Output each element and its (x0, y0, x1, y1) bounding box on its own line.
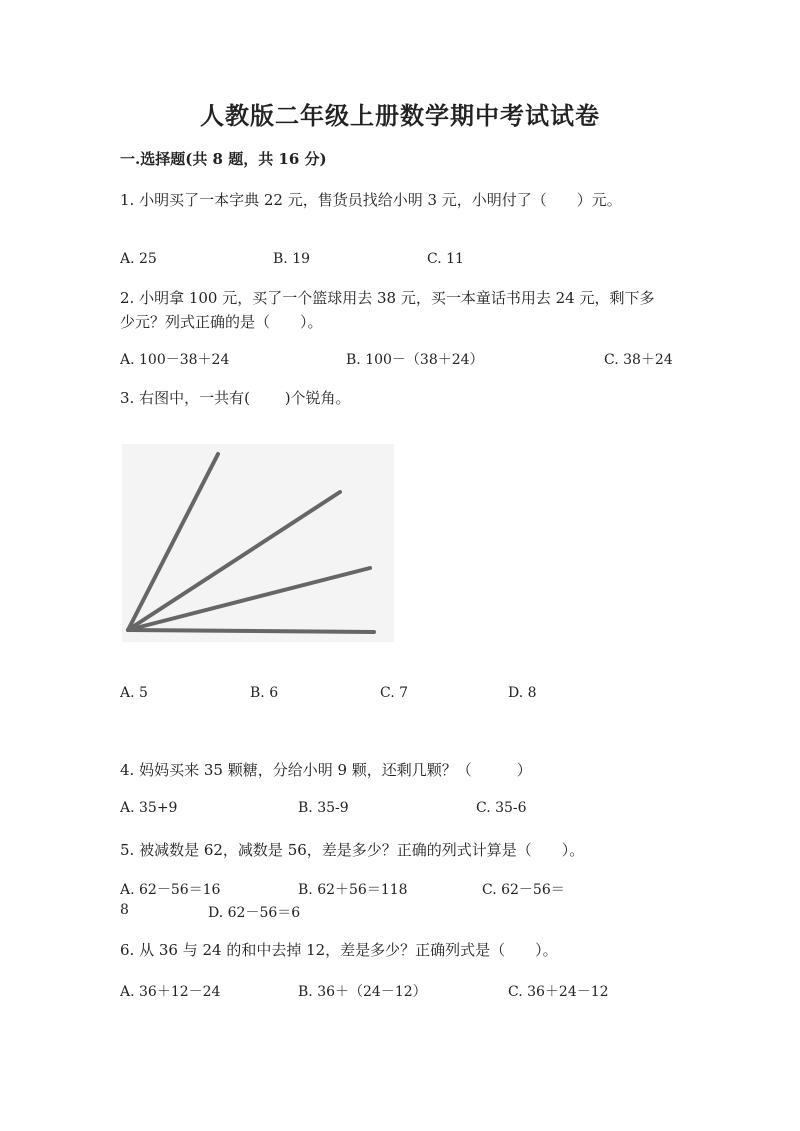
q2-option-a: A. 100－38＋24 (120, 352, 230, 368)
q5-option-d: D. 62－56＝6 (208, 905, 301, 921)
ray-4 (128, 630, 374, 632)
question-5: 5. 被减数是 62，减数是 56，差是多少？正确的列式计算是（ ）。 (120, 841, 585, 859)
q6-option-a: A. 36＋12－24 (120, 984, 221, 1000)
question-6: 6. 从 36 与 24 的和中去掉 12，差是多少？正确列式是（ ）。 (120, 941, 558, 959)
question-1: 1. 小明买了一本字典 22 元，售货员找给小明 3 元，小明付了（ ）元。 (120, 191, 622, 209)
q1-option-c: C. 11 (427, 251, 464, 267)
q5-option-c: C. 62－56＝ (482, 882, 565, 898)
section-header: 一.选择题(共 8 题，共 16 分) (120, 150, 327, 168)
q5-option-c-continued: 8 (120, 902, 129, 918)
q4-option-b: B. 35-9 (298, 800, 349, 816)
question-3: 3. 右图中，一共有( )个锐角。 (120, 389, 351, 407)
exam-title: 人教版二年级上册数学期中考试试卷 (200, 101, 600, 130)
q5-option-b: B. 62＋56＝118 (298, 882, 408, 898)
angle-figure (118, 440, 398, 650)
q4-option-a: A. 35+9 (120, 800, 178, 816)
question-4: 4. 妈妈买来 35 颗糖，分给小明 9 颗，还剩几颗？（ ） (120, 761, 532, 779)
q4-option-c: C. 35-6 (476, 800, 527, 816)
question-2-line-1: 2. 小明拿 100 元，买了一个篮球用去 38 元，买一本童话书用去 24 元，剩下多 (120, 289, 655, 307)
q3-option-a: A. 5 (120, 685, 148, 701)
question-2-line-2: 少元？列式正确的是（ ）。 (120, 313, 323, 331)
q6-option-c: C. 36＋24－12 (508, 984, 609, 1000)
q3-option-c: C. 7 (380, 685, 409, 701)
q3-option-d: D. 8 (508, 685, 537, 701)
q1-option-a: A. 25 (120, 251, 157, 267)
q5-option-a: A. 62－56＝16 (120, 882, 221, 898)
q3-option-b: B. 6 (250, 685, 279, 701)
q1-option-b: B. 19 (273, 251, 311, 267)
q2-option-c: C. 38＋24 (604, 352, 673, 368)
q6-option-b: B. 36＋（24－12） (298, 984, 427, 1000)
q2-option-b: B. 100－（38＋24） (346, 352, 484, 368)
